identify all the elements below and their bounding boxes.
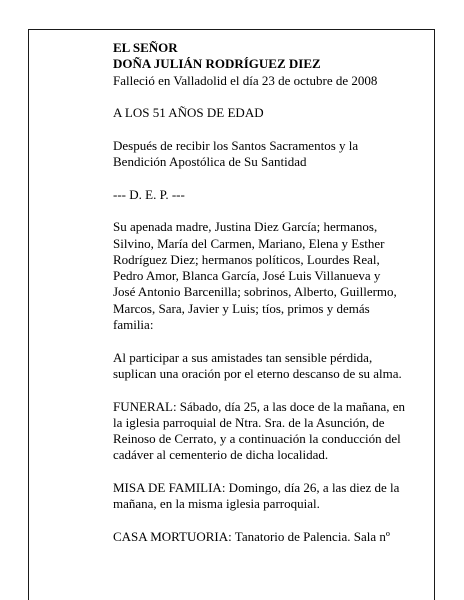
sacraments-paragraph bbox=[113, 138, 421, 171]
funeral-line: la iglesia parroquial de Ntra. Sra. de la Asunción, de bbox=[113, 414, 385, 430]
funeral-line: FUNERAL: Sábado, día 25, a las doce de la mañana, en bbox=[113, 398, 406, 414]
request-line: suplican una oración por el eterno descanso de su alma. bbox=[113, 365, 402, 381]
rip-line: --- D. E. P. --- bbox=[113, 186, 185, 202]
family-line: Pedro Amor, Blanca García, José Luis Villanueva y bbox=[113, 268, 381, 284]
family-line: José Antonio Barcenilla; sobrinos, Alberto, Guillermo, bbox=[113, 284, 397, 300]
mass-line: MISA DE FAMILIA: Domingo, día 26, a las diez de la bbox=[113, 480, 400, 496]
family-line: Rodríguez Diez; hermanos políticos, Lourdes Real, bbox=[113, 251, 380, 267]
request-paragraph bbox=[113, 350, 421, 383]
funeral-line: Reinoso de Cerrato, y a continuación la conducción del bbox=[113, 431, 401, 447]
deceased-name: DOÑA JULIÁN RODRÍGUEZ DIEZ bbox=[113, 56, 321, 72]
mortuary-line: CASA MORTUORIA: Tanatorio de Palencia. Sala nº bbox=[113, 528, 390, 544]
funeral-paragraph bbox=[113, 399, 421, 464]
frame-border-top bbox=[28, 29, 434, 30]
sacraments-line: Después de recibir los Santos Sacramentos y la bbox=[113, 137, 359, 153]
death-details: Falleció en Valladolid el día 23 de octubre de 2008 bbox=[113, 72, 378, 88]
obituary-text bbox=[113, 40, 421, 562]
heading-title: EL SEÑOR bbox=[113, 40, 178, 55]
frame-border-right bbox=[434, 29, 435, 600]
sacraments-line: Bendición Apostólica de Su Santidad bbox=[113, 154, 307, 170]
mass-line: mañana, en la misma iglesia parroquial. bbox=[113, 496, 320, 512]
family-line: Marcos, Sara, Javier y Luis; tíos, primos y demás bbox=[113, 300, 370, 316]
family-line: Su apenada madre, Justina Diez García; hermanos, bbox=[113, 219, 378, 235]
mass-paragraph bbox=[113, 480, 421, 513]
family-paragraph bbox=[113, 219, 421, 333]
funeral-line: cadáver al cementerio de dicha localidad. bbox=[113, 447, 329, 463]
request-line: Al participar a sus amistades tan sensible pérdida, bbox=[113, 349, 373, 365]
family-line: Silvino, María del Carmen, Mariano, Elena y Esther bbox=[113, 235, 385, 251]
frame-border-left bbox=[28, 29, 29, 600]
age-line: A LOS 51 AÑOS DE EDAD bbox=[113, 105, 264, 121]
obituary-heading bbox=[113, 40, 421, 89]
family-line: familia: bbox=[113, 317, 154, 333]
